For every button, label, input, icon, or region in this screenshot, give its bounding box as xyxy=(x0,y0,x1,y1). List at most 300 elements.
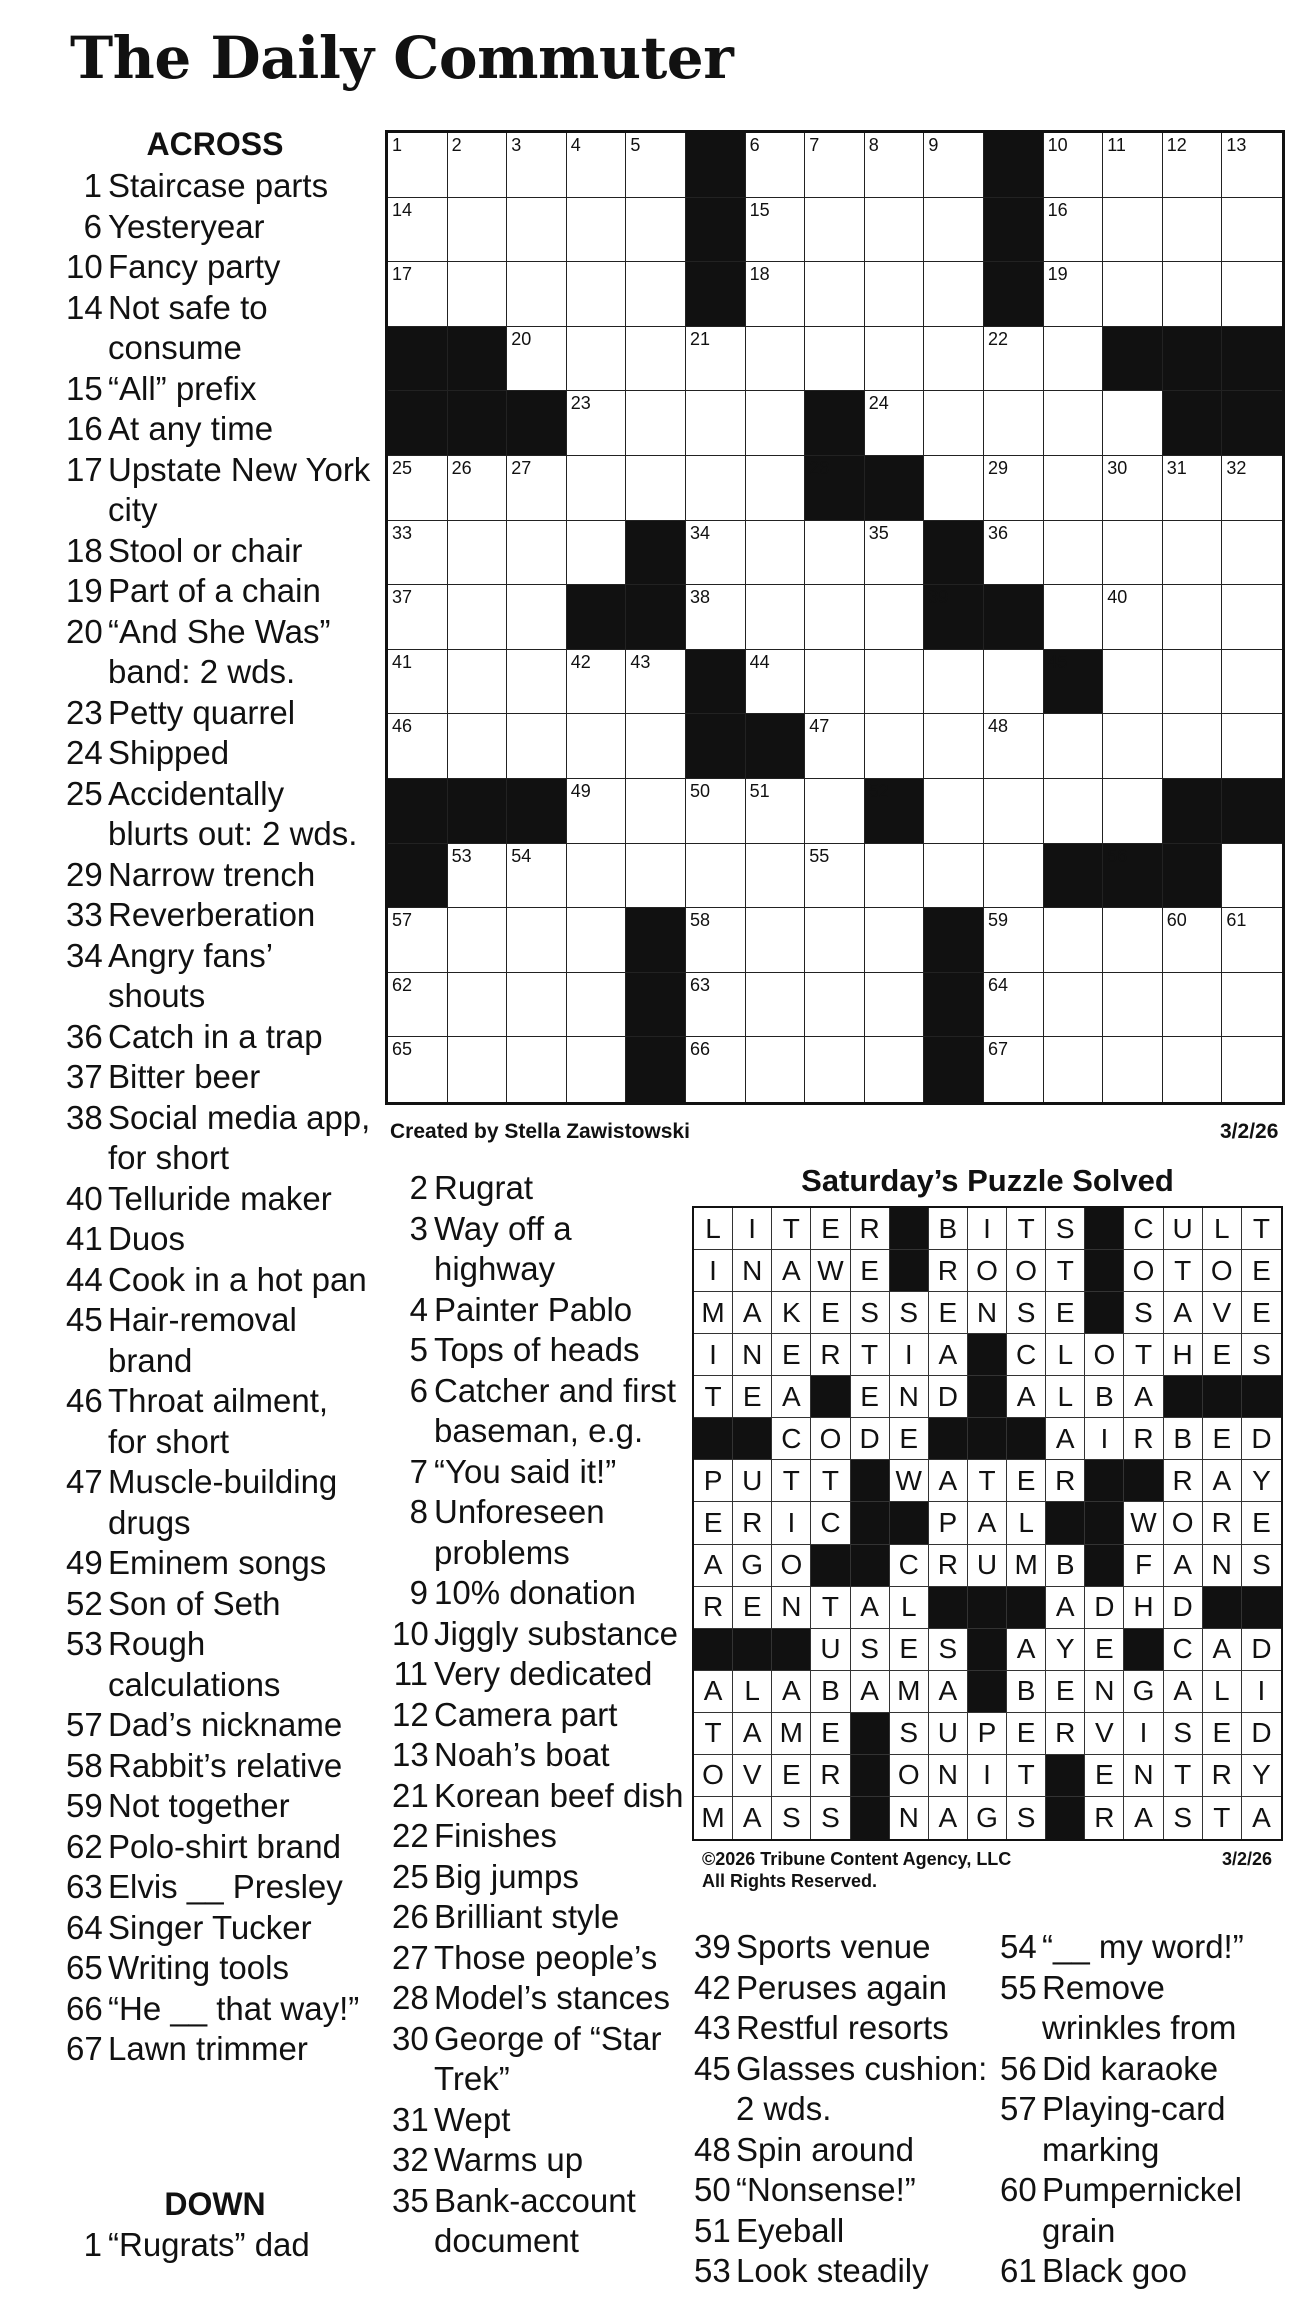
solved-letter: I xyxy=(968,1755,1007,1797)
grid-cell[interactable] xyxy=(746,456,806,521)
grid-cell[interactable] xyxy=(686,1037,746,1102)
grid-cell[interactable] xyxy=(448,133,508,198)
grid-cell[interactable] xyxy=(507,456,567,521)
grid-cell[interactable] xyxy=(865,391,925,456)
grid-cell[interactable] xyxy=(507,973,567,1038)
black-square xyxy=(448,779,508,844)
solved-letter: S xyxy=(1164,1713,1203,1755)
grid-cell[interactable] xyxy=(1103,779,1163,844)
solved-black-square xyxy=(968,1671,1007,1713)
grid-cell[interactable] xyxy=(1044,262,1104,327)
grid-cell[interactable] xyxy=(805,521,865,586)
grid-cell[interactable] xyxy=(1103,1037,1163,1102)
grid-cell[interactable] xyxy=(805,262,865,327)
grid-cell[interactable] xyxy=(1163,1037,1223,1102)
solved-letter: E xyxy=(733,1587,772,1629)
solved-letter: V xyxy=(1085,1713,1124,1755)
grid-cell[interactable] xyxy=(626,844,686,909)
grid-cell[interactable] xyxy=(1163,198,1223,263)
clue xyxy=(1000,2049,1292,2090)
grid-cell[interactable] xyxy=(507,844,567,909)
solved-letter: O xyxy=(1007,1250,1046,1292)
grid-cell[interactable] xyxy=(984,521,1044,586)
grid-cell[interactable] xyxy=(984,714,1044,779)
grid-cell[interactable] xyxy=(924,844,984,909)
grid-cell[interactable] xyxy=(984,844,1044,909)
clue xyxy=(66,1948,371,1989)
clue xyxy=(694,2211,994,2252)
solved-letter: E xyxy=(772,1755,811,1797)
cell-number: 29 xyxy=(987,457,1009,478)
grid-cell[interactable] xyxy=(388,714,448,779)
grid-cell[interactable] xyxy=(865,262,925,327)
grid-cell[interactable] xyxy=(1044,585,1104,650)
black-square xyxy=(924,521,984,586)
grid-cell[interactable] xyxy=(626,262,686,327)
grid-cell[interactable] xyxy=(1103,521,1163,586)
grid-cell[interactable] xyxy=(865,198,925,263)
clue-number: 65 xyxy=(66,1949,103,1986)
grid-cell[interactable] xyxy=(388,133,448,198)
grid-cell[interactable] xyxy=(865,908,925,973)
grid-cell[interactable] xyxy=(448,650,508,715)
grid-cell[interactable] xyxy=(626,391,686,456)
grid-cell[interactable] xyxy=(626,198,686,263)
clue-text: Remove wrinkles from xyxy=(1042,1968,1237,2046)
solved-letter: E xyxy=(733,1376,772,1418)
solved-letter: A xyxy=(929,1334,968,1376)
grid-cell[interactable] xyxy=(448,973,508,1038)
grid-cell[interactable] xyxy=(984,456,1044,521)
grid-cell[interactable] xyxy=(1103,391,1163,456)
black-square xyxy=(805,391,865,456)
black-square xyxy=(388,779,448,844)
solved-black-square xyxy=(1046,1755,1085,1797)
solved-letter: L xyxy=(1046,1376,1085,1418)
cell-number: 14 xyxy=(392,199,413,220)
grid-cell[interactable] xyxy=(567,456,627,521)
grid-cell[interactable] xyxy=(1044,1037,1104,1102)
grid-cell[interactable] xyxy=(388,521,448,586)
cell-number: 66 xyxy=(689,1039,711,1060)
grid-cell[interactable] xyxy=(567,391,627,456)
black-square xyxy=(805,456,865,521)
grid-cell[interactable] xyxy=(1163,262,1223,327)
grid-cell[interactable] xyxy=(448,456,508,521)
grid-cell[interactable] xyxy=(865,650,925,715)
grid-cell[interactable] xyxy=(805,133,865,198)
grid-cell[interactable] xyxy=(746,391,806,456)
grid-cell[interactable] xyxy=(1163,133,1223,198)
grid-cell[interactable] xyxy=(865,327,925,392)
grid-cell[interactable] xyxy=(567,650,627,715)
grid-cell[interactable] xyxy=(1222,973,1282,1038)
clue-number: 13 xyxy=(392,1736,429,1773)
grid-cell[interactable] xyxy=(567,714,627,779)
solved-letter: A xyxy=(1242,1797,1281,1839)
cell-number: 53 xyxy=(451,845,472,866)
grid-cell[interactable] xyxy=(567,779,627,844)
grid-cell[interactable] xyxy=(388,1037,448,1102)
grid-cell[interactable] xyxy=(1163,650,1223,715)
clue-text: Not together xyxy=(108,1787,290,1824)
grid-cell[interactable] xyxy=(1222,456,1282,521)
grid-cell[interactable] xyxy=(626,327,686,392)
solved-letter: M xyxy=(890,1671,929,1713)
clue-text: Sports venue xyxy=(736,1928,931,1965)
copyright-line1: ©2026 Tribune Content Agency, LLC xyxy=(702,1849,1012,1869)
cell-number: 47 xyxy=(809,716,830,737)
grid-cell[interactable] xyxy=(746,973,806,1038)
grid-cell[interactable] xyxy=(805,327,865,392)
cell-number: 22 xyxy=(987,328,1009,349)
grid-cell[interactable] xyxy=(448,585,508,650)
cell-number: 58 xyxy=(689,910,711,931)
grid-cell[interactable] xyxy=(1222,844,1282,909)
clue-text: Catch in a trap xyxy=(108,1017,323,1055)
solved-letter: M xyxy=(772,1713,811,1755)
grid-cell[interactable] xyxy=(1044,973,1104,1038)
grid-cell[interactable] xyxy=(388,973,448,1038)
clue-number: 8 xyxy=(409,1493,428,1530)
solved-letter: E xyxy=(811,1292,850,1334)
grid-cell[interactable] xyxy=(448,262,508,327)
grid-cell[interactable] xyxy=(686,521,746,586)
grid-cell[interactable] xyxy=(448,521,508,586)
solved-black-square xyxy=(694,1629,733,1671)
clue xyxy=(66,288,371,369)
grid-cell[interactable] xyxy=(1163,456,1223,521)
grid-cell[interactable] xyxy=(1044,714,1104,779)
solved-letter: D xyxy=(1242,1418,1281,1460)
grid-cell[interactable] xyxy=(924,391,984,456)
clue-text: Pumpernickel grain xyxy=(1042,2171,1242,2249)
grid-cell[interactable] xyxy=(1222,1037,1282,1102)
cell-number: 56 xyxy=(1107,845,1128,866)
grid-cell[interactable] xyxy=(984,973,1044,1038)
grid-cell[interactable] xyxy=(746,779,806,844)
grid-cell[interactable] xyxy=(507,262,567,327)
cell-number: 21 xyxy=(689,328,711,349)
cell-number: 61 xyxy=(1226,910,1247,931)
grid-cell[interactable] xyxy=(626,650,686,715)
grid-cell[interactable] xyxy=(686,779,746,844)
grid-cell[interactable] xyxy=(507,198,567,263)
grid-cell[interactable] xyxy=(686,844,746,909)
grid-cell[interactable] xyxy=(1044,456,1104,521)
cell-number: 49 xyxy=(570,780,591,801)
grid-cell[interactable] xyxy=(626,133,686,198)
clue xyxy=(1000,1968,1292,2049)
solved-letter: E xyxy=(1242,1292,1281,1334)
grid-cell[interactable] xyxy=(1103,262,1163,327)
solved-letter: H xyxy=(1124,1587,1163,1629)
grid-cell[interactable] xyxy=(805,844,865,909)
clue xyxy=(392,1168,687,1209)
solved-letter: L xyxy=(1203,1208,1242,1250)
clue-number: 1 xyxy=(83,167,102,204)
grid-cell[interactable] xyxy=(388,198,448,263)
clue-number: 44 xyxy=(66,1260,103,1298)
cell-number: 30 xyxy=(1107,457,1128,478)
grid-cell[interactable] xyxy=(924,456,984,521)
grid-cell[interactable] xyxy=(924,779,984,844)
cell-number: 23 xyxy=(570,393,591,414)
cell-number: 18 xyxy=(749,264,770,285)
grid-cell[interactable] xyxy=(1103,133,1163,198)
grid-cell[interactable] xyxy=(626,779,686,844)
grid-cell[interactable] xyxy=(746,585,806,650)
grid-cell[interactable] xyxy=(1163,908,1223,973)
solved-letter: G xyxy=(968,1797,1007,1839)
grid-cell[interactable] xyxy=(388,585,448,650)
solved-letter: A xyxy=(1164,1671,1203,1713)
grid-cell[interactable] xyxy=(805,973,865,1038)
solved-letter: L xyxy=(1007,1502,1046,1544)
grid-cell[interactable] xyxy=(1222,262,1282,327)
grid-cell[interactable] xyxy=(984,908,1044,973)
clue-text: Petty quarrel xyxy=(108,693,296,731)
solved-letter: R xyxy=(1124,1418,1163,1460)
grid-cell[interactable] xyxy=(746,327,806,392)
grid-cell[interactable] xyxy=(924,133,984,198)
grid-cell[interactable] xyxy=(686,327,746,392)
grid-cell[interactable] xyxy=(507,327,567,392)
grid-cell[interactable] xyxy=(1222,198,1282,263)
crossword-grid[interactable] xyxy=(385,130,1285,1105)
grid-cell[interactable] xyxy=(924,327,984,392)
solved-letter: S xyxy=(1242,1545,1281,1587)
grid-cell[interactable] xyxy=(448,198,508,263)
grid-cell[interactable] xyxy=(924,262,984,327)
grid-cell[interactable] xyxy=(805,650,865,715)
clue-text: Not safe to consume xyxy=(108,288,268,366)
grid-cell[interactable] xyxy=(865,973,925,1038)
grid-cell[interactable] xyxy=(1103,650,1163,715)
grid-cell[interactable] xyxy=(865,1037,925,1102)
grid-cell[interactable] xyxy=(746,198,806,263)
black-square xyxy=(984,262,1044,327)
solved-letter: E xyxy=(1242,1250,1281,1292)
grid-cell[interactable] xyxy=(746,844,806,909)
clue-text: Lawn trimmer xyxy=(108,2030,308,2067)
grid-cell[interactable] xyxy=(567,1037,627,1102)
grid-cell[interactable] xyxy=(686,908,746,973)
solved-letter: A xyxy=(694,1545,733,1587)
grid-cell[interactable] xyxy=(805,198,865,263)
solved-letter: U xyxy=(968,1545,1007,1587)
grid-cell[interactable] xyxy=(1222,714,1282,779)
grid-cell[interactable] xyxy=(805,1037,865,1102)
clue xyxy=(392,1290,687,1331)
grid-cell[interactable] xyxy=(984,1037,1044,1102)
grid-cell[interactable] xyxy=(567,198,627,263)
grid-cell[interactable] xyxy=(1222,585,1282,650)
grid-cell[interactable] xyxy=(1103,198,1163,263)
clue-text: Duos xyxy=(108,1220,186,1257)
grid-cell[interactable] xyxy=(746,262,806,327)
clue-number: 59 xyxy=(66,1787,103,1824)
clue xyxy=(66,1584,371,1625)
grid-cell[interactable] xyxy=(1103,585,1163,650)
grid-cell[interactable] xyxy=(984,391,1044,456)
grid-cell[interactable] xyxy=(507,908,567,973)
black-square xyxy=(507,779,567,844)
grid-cell[interactable] xyxy=(984,779,1044,844)
solved-letter: R xyxy=(851,1208,890,1250)
clue xyxy=(66,1057,371,1098)
black-square xyxy=(567,585,627,650)
solved-letter: D xyxy=(1164,1587,1203,1629)
grid-cell[interactable] xyxy=(1103,714,1163,779)
grid-cell[interactable] xyxy=(865,133,925,198)
grid-cell[interactable] xyxy=(448,908,508,973)
grid-cell[interactable] xyxy=(1163,521,1223,586)
solved-letter: I xyxy=(968,1208,1007,1250)
solved-letter: A xyxy=(772,1671,811,1713)
clue-text: Warms up xyxy=(434,2141,584,2178)
grid-cell[interactable] xyxy=(567,908,627,973)
grid-cell[interactable] xyxy=(984,327,1044,392)
grid-cell[interactable] xyxy=(507,133,567,198)
grid-cell[interactable] xyxy=(448,1037,508,1102)
clue-number: 1 xyxy=(83,2226,102,2263)
grid-cell[interactable] xyxy=(1163,714,1223,779)
grid-cell[interactable] xyxy=(805,585,865,650)
grid-cell[interactable] xyxy=(686,585,746,650)
grid-cell[interactable] xyxy=(686,973,746,1038)
grid-cell[interactable] xyxy=(1103,908,1163,973)
solved-letter: D xyxy=(1242,1713,1281,1755)
grid-cell[interactable] xyxy=(507,650,567,715)
grid-cell[interactable] xyxy=(984,650,1044,715)
grid-cell[interactable] xyxy=(388,262,448,327)
grid-cell[interactable] xyxy=(626,456,686,521)
clue xyxy=(1000,2170,1292,2251)
clue-number: 18 xyxy=(66,531,103,569)
grid-cell[interactable] xyxy=(1222,908,1282,973)
black-square xyxy=(686,650,746,715)
clue xyxy=(66,1098,371,1179)
grid-cell[interactable] xyxy=(865,714,925,779)
grid-cell[interactable] xyxy=(865,585,925,650)
grid-cell[interactable] xyxy=(1044,779,1104,844)
solved-letter: A xyxy=(1007,1629,1046,1671)
clue-number: 42 xyxy=(694,1968,731,2006)
grid-cell[interactable] xyxy=(1163,585,1223,650)
grid-cell[interactable] xyxy=(507,714,567,779)
grid-cell[interactable] xyxy=(567,133,627,198)
grid-cell[interactable] xyxy=(924,650,984,715)
grid-cell[interactable] xyxy=(1103,973,1163,1038)
across-heading: ACROSS xyxy=(146,126,284,162)
grid-cell[interactable] xyxy=(1222,521,1282,586)
grid-cell[interactable] xyxy=(388,456,448,521)
down-clues-col3 xyxy=(694,1927,994,2292)
solved-letter: I xyxy=(733,1208,772,1250)
grid-cell[interactable] xyxy=(865,521,925,586)
clue-number: 54 xyxy=(1000,1928,1037,1965)
solved-letter: A xyxy=(1046,1418,1085,1460)
clue xyxy=(392,1330,687,1371)
solved-letter: R xyxy=(811,1755,850,1797)
grid-cell[interactable] xyxy=(567,262,627,327)
grid-cell[interactable] xyxy=(746,1037,806,1102)
cell-number: 6 xyxy=(749,135,760,155)
grid-cell[interactable] xyxy=(1044,327,1104,392)
solved-letter: O xyxy=(811,1418,850,1460)
grid-cell[interactable] xyxy=(448,714,508,779)
grid-cell[interactable] xyxy=(507,1037,567,1102)
cell-number: 36 xyxy=(987,522,1009,543)
grid-cell[interactable] xyxy=(1044,391,1104,456)
grid-cell[interactable] xyxy=(388,908,448,973)
grid-cell[interactable] xyxy=(924,714,984,779)
grid-cell[interactable] xyxy=(1044,133,1104,198)
grid-cell[interactable] xyxy=(388,650,448,715)
solved-letter: A xyxy=(1203,1629,1242,1671)
grid-cell[interactable] xyxy=(924,198,984,263)
solved-letter: P xyxy=(929,1502,968,1544)
solved-letter: S xyxy=(890,1713,929,1755)
grid-cell[interactable] xyxy=(1044,198,1104,263)
clue-text: Writing tools xyxy=(108,1949,289,1986)
clue-text: Eminem songs xyxy=(108,1544,327,1581)
clue xyxy=(694,2170,994,2211)
clue-text: “You said it!” xyxy=(434,1452,617,1490)
grid-cell[interactable] xyxy=(865,844,925,909)
grid-cell[interactable] xyxy=(1222,133,1282,198)
solved-letter: E xyxy=(694,1502,733,1544)
solved-letter: N xyxy=(1124,1755,1163,1797)
clue xyxy=(66,1908,371,1949)
grid-cell[interactable] xyxy=(746,908,806,973)
grid-cell[interactable] xyxy=(448,844,508,909)
grid-cell[interactable] xyxy=(567,521,627,586)
solved-black-square xyxy=(851,1755,890,1797)
clue xyxy=(66,2225,371,2266)
solved-letter: G xyxy=(733,1545,772,1587)
grid-cell[interactable] xyxy=(805,908,865,973)
clue-number: 19 xyxy=(66,572,103,609)
grid-cell[interactable] xyxy=(507,521,567,586)
clue-text: Finishes xyxy=(434,1817,557,1854)
grid-cell[interactable] xyxy=(1103,456,1163,521)
grid-cell[interactable] xyxy=(686,456,746,521)
grid-cell[interactable] xyxy=(746,650,806,715)
grid-cell[interactable] xyxy=(1044,521,1104,586)
clue-text: Fancy party xyxy=(108,248,281,285)
grid-cell[interactable] xyxy=(746,521,806,586)
grid-cell[interactable] xyxy=(507,585,567,650)
grid-cell[interactable] xyxy=(626,714,686,779)
clue-number: 46 xyxy=(66,1382,103,1419)
grid-cell[interactable] xyxy=(805,714,865,779)
grid-cell[interactable] xyxy=(805,779,865,844)
grid-cell[interactable] xyxy=(1222,650,1282,715)
grid-cell[interactable] xyxy=(1163,973,1223,1038)
grid-cell[interactable] xyxy=(567,844,627,909)
grid-cell[interactable] xyxy=(567,327,627,392)
grid-cell[interactable] xyxy=(746,133,806,198)
clue-number: 36 xyxy=(66,1017,103,1055)
grid-cell[interactable] xyxy=(567,973,627,1038)
solved-letter: E xyxy=(1046,1292,1085,1334)
solved-letter: A xyxy=(772,1376,811,1418)
grid-cell[interactable] xyxy=(686,391,746,456)
grid-cell[interactable] xyxy=(1044,908,1104,973)
solved-black-square xyxy=(1085,1545,1124,1587)
